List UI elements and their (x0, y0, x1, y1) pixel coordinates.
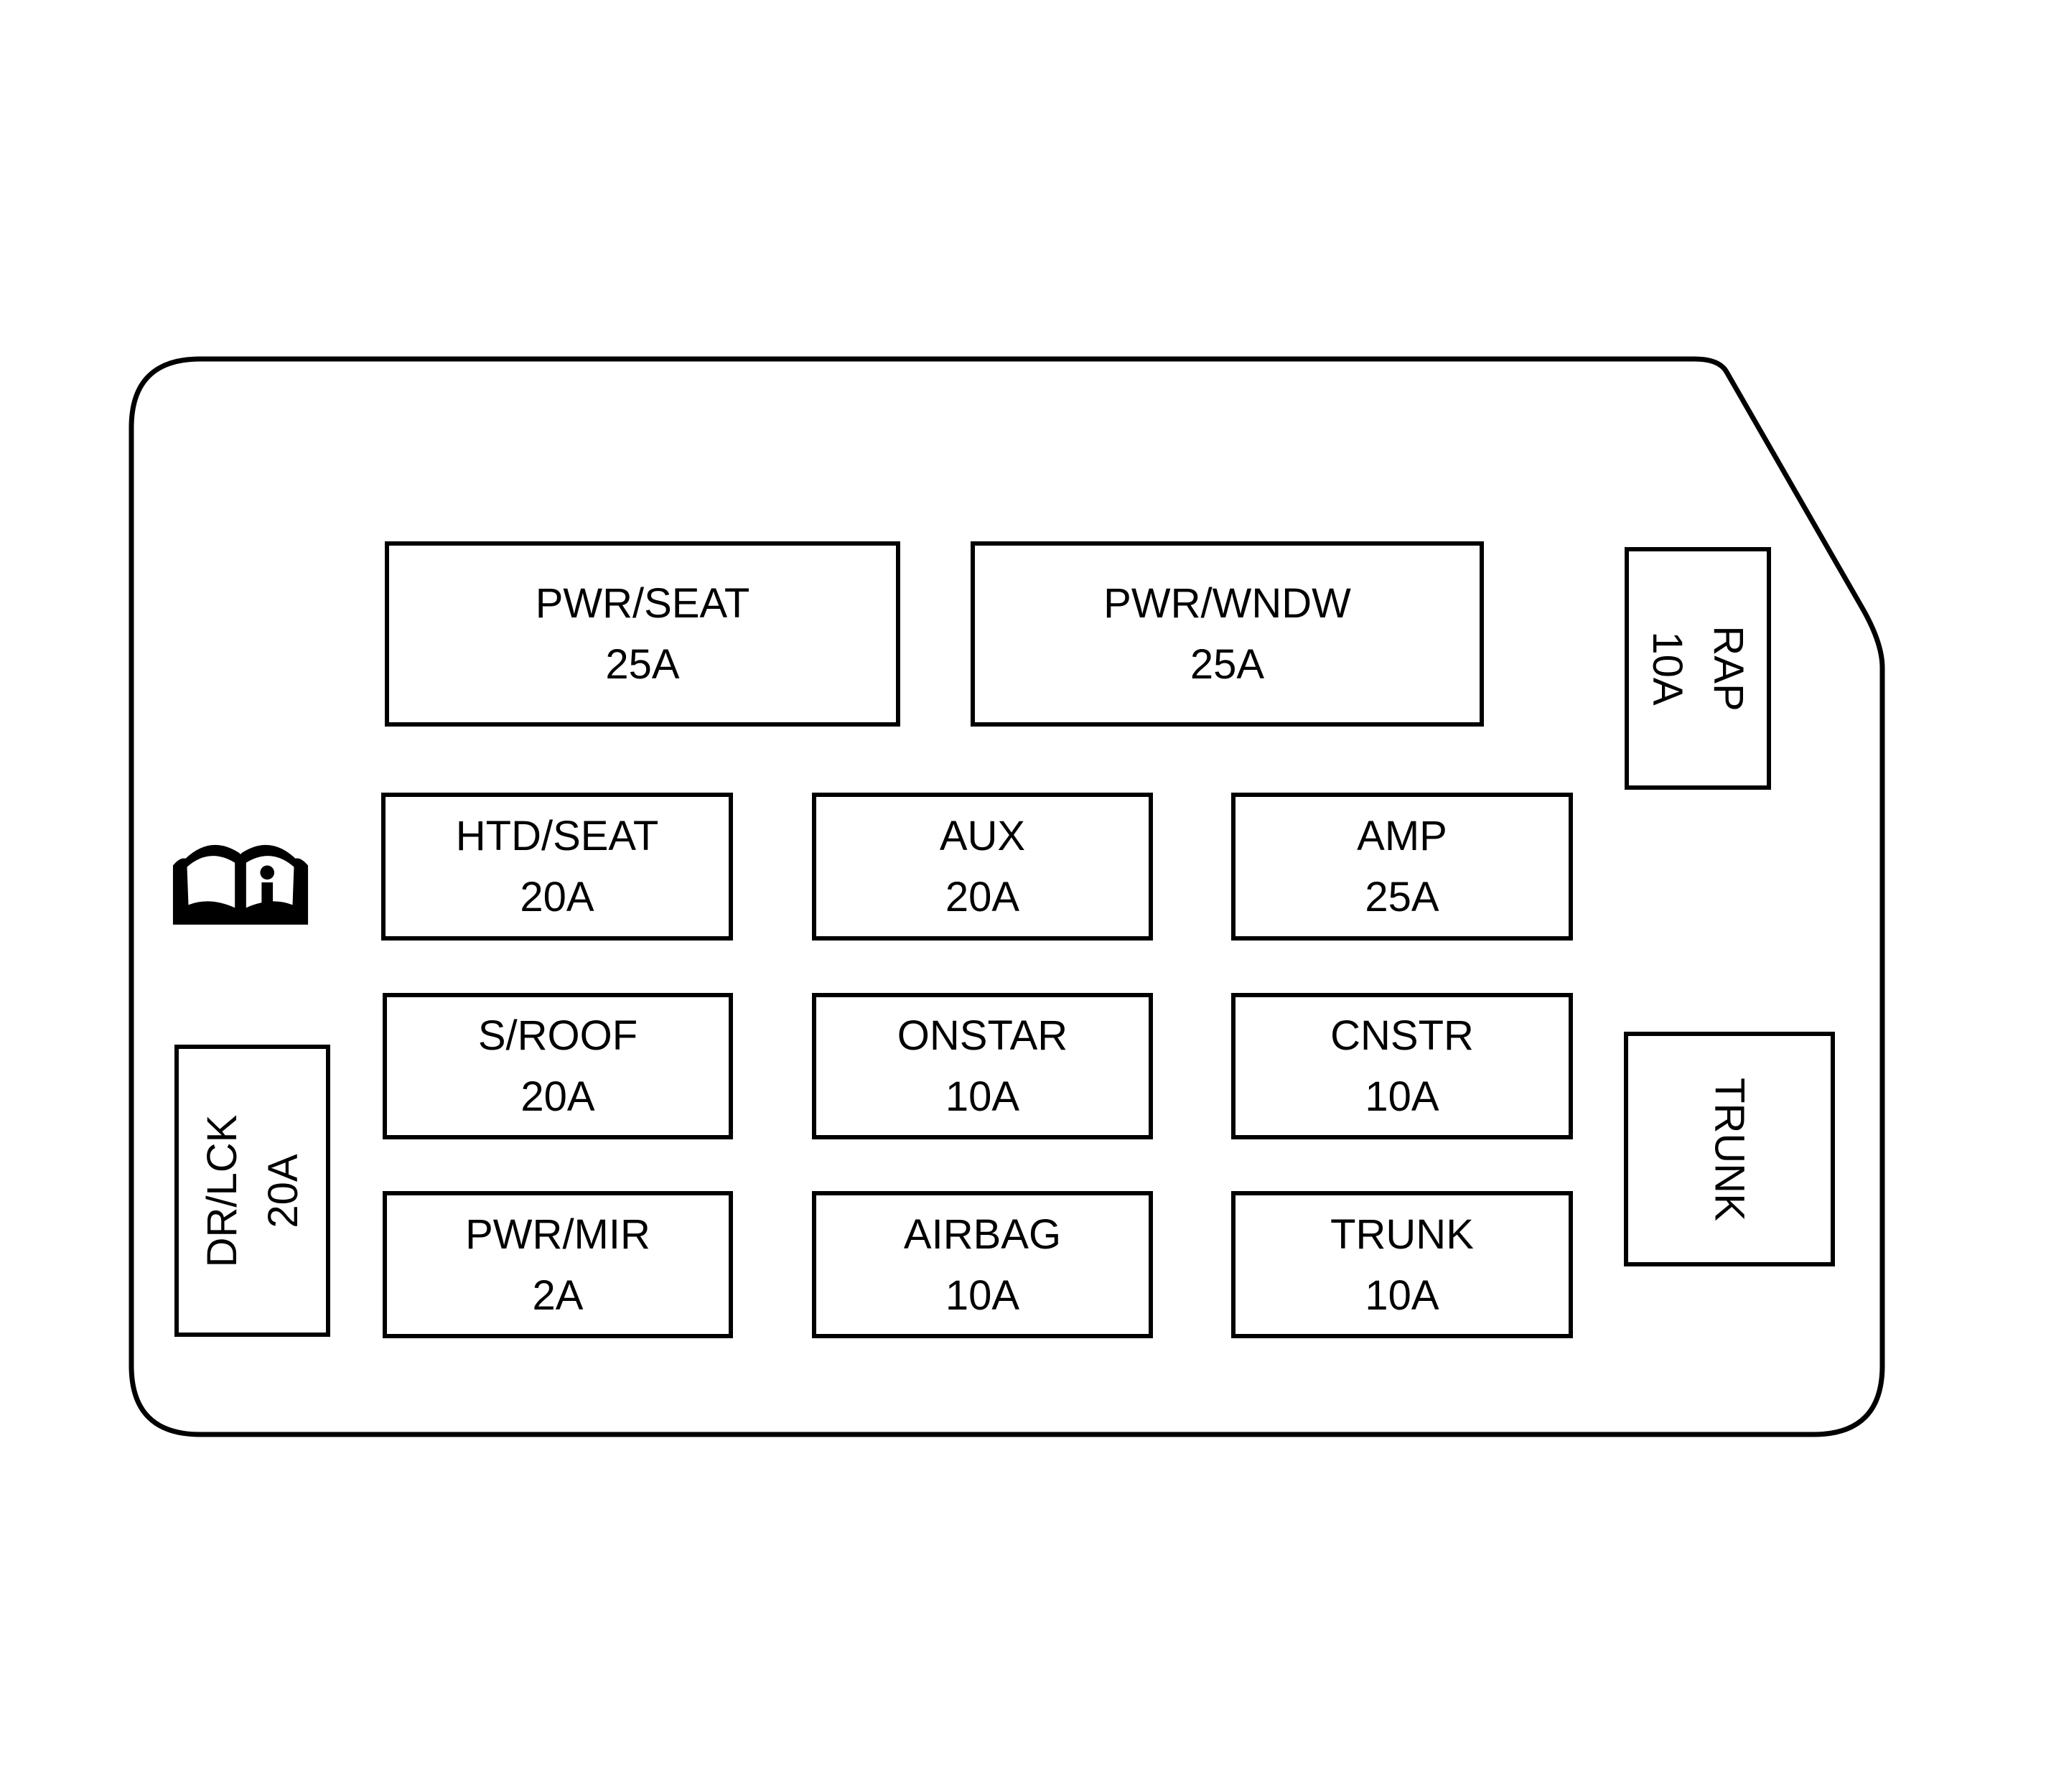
fuse-trunk-10a (1231, 1191, 1573, 1338)
fuse-rap (1625, 547, 1771, 790)
fuse-cnstr (1231, 993, 1573, 1139)
fuse-htd-seat (381, 793, 733, 941)
fuse-label: PWR/SEAT (535, 580, 750, 627)
fuse-amp: 10A (1644, 631, 1691, 706)
fuse-airbag (812, 1191, 1153, 1338)
fuse-aux (812, 793, 1153, 941)
fuse-pwr-seat (385, 541, 900, 727)
fuse-label: PWR/WNDW (1103, 580, 1351, 627)
fuse-amp: 10A (945, 1073, 1020, 1120)
fuse-amp: 10A (1365, 1073, 1439, 1120)
fuse-label: S/ROOF (477, 1012, 638, 1059)
fuse-label: AIRBAG (903, 1210, 1062, 1258)
fuse-amp: 20A (520, 1073, 595, 1120)
fuse-onstar (812, 993, 1153, 1139)
fuse-pwr-mir (383, 1191, 733, 1338)
fuse-label: PWR/MIR (465, 1210, 650, 1258)
fuse-label: TRUNK (1706, 1077, 1753, 1221)
fuse-pwr-wndw (971, 541, 1484, 727)
fuse-amp: 10A (1365, 1271, 1439, 1319)
fuse-amp: 20A (520, 874, 594, 920)
fuse-label: CNSTR (1330, 1012, 1474, 1059)
fuse-amp-25a (1231, 793, 1573, 941)
fuse-amp: 20A (945, 874, 1020, 920)
owner-manual-book-icon (170, 831, 311, 938)
fuse-s-roof (383, 993, 733, 1139)
fuse-amp: 20A (259, 1153, 307, 1228)
fuse-label: HTD/SEAT (455, 813, 659, 859)
fuse-label: DR/LCK (198, 1114, 246, 1267)
fuse-label: RAP (1705, 625, 1752, 711)
fuse-label: TRUNK (1330, 1210, 1474, 1258)
fuse-label: AUX (939, 813, 1026, 859)
fuse-amp: 25A (605, 641, 680, 688)
fuse-amp: 25A (1365, 874, 1439, 920)
fuse-trunk-side (1624, 1032, 1835, 1266)
fuse-dr-lck (174, 1045, 330, 1337)
fuse-amp: 25A (1190, 641, 1265, 688)
fuse-label: ONSTAR (897, 1012, 1068, 1059)
fuse-label: AMP (1357, 813, 1447, 859)
fuse-amp: 10A (945, 1271, 1020, 1319)
fuse-amp: 2A (532, 1271, 584, 1319)
